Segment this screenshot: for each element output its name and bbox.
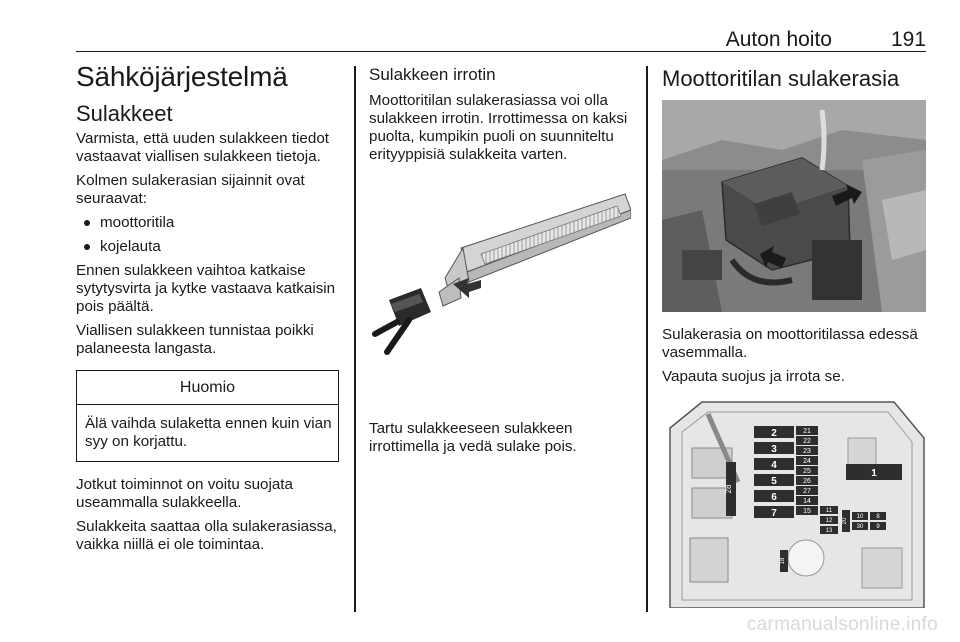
list-item: moottoritila xyxy=(76,214,344,232)
pull-fuse-text: Tartu sulakkeeseen sulakkeen irrottimella ja vedä sulake pois. xyxy=(369,420,577,455)
fuse-lower-group xyxy=(820,506,838,534)
column-engine-fuse-box xyxy=(662,60,926,608)
fuse-box-location-text: Sulakerasia on moottoritilassa edessä vasemmalla. xyxy=(662,326,918,361)
column-divider-2 xyxy=(646,66,648,612)
blown-fuse-text: Viallisen sulakkeen tunnistaa poikki palaneesta langasta. xyxy=(76,322,314,357)
fuse-box-locations-text: Kolmen sulakerasian sijainnit ovat seuraavat: xyxy=(76,172,305,207)
fuse-right-column xyxy=(796,426,818,515)
fuse-label: 30 xyxy=(856,524,864,530)
fuse-box-locations-list xyxy=(76,214,344,256)
column-electrical-system xyxy=(76,60,344,554)
fuse-label: 27 xyxy=(803,488,811,495)
list-item: kojelauta xyxy=(76,238,344,256)
fuse-box-diagram xyxy=(662,398,926,608)
multiple-fuses-text: Jotkut toiminnot on voitu suojata useammalla sulakkeella. xyxy=(76,476,293,511)
fuse-label: 22 xyxy=(803,438,811,445)
fuse-label: 9 xyxy=(876,524,880,530)
fuse-rating-text: Varmista, että uuden sulakkeen tiedot vastaavat viallisen sulakkeen tietoja. xyxy=(76,130,329,165)
fuse-label: 6 xyxy=(771,492,777,503)
note-box xyxy=(76,370,339,462)
engine-fuse-box-heading: Moottoritilan sulakerasia xyxy=(662,66,900,91)
fuse-label: 3 xyxy=(771,444,777,455)
fuse-label: 23 xyxy=(803,448,811,455)
fuses-heading: Sulakkeet xyxy=(76,101,173,126)
ignition-off-text: Ennen sulakkeen vaihtoa katkaise sytytysvirta ja kytke vastaava katkaisin pois päältä. xyxy=(76,262,336,315)
page-number: 191 xyxy=(890,28,926,51)
note-body: Älä vaihda sulaketta ennen kuin vian syy on korjattu. xyxy=(85,415,332,450)
fuse-label: 14 xyxy=(803,498,811,505)
release-cover-text: Vapauta suojus ja irrota se. xyxy=(662,368,845,385)
fuse-extractor-heading: Sulakkeen irrotin xyxy=(369,65,496,84)
fuse-label: 26 xyxy=(803,478,811,485)
chapter-title: Sähköjärjestelmä xyxy=(76,61,288,92)
fuse-label: 18 xyxy=(780,557,786,565)
fuse-label: 4 xyxy=(771,460,777,471)
fuse-label: 10 xyxy=(856,514,864,520)
fuse-extractor-illustration xyxy=(369,188,631,388)
fuse-label: 1 xyxy=(871,468,877,479)
fuse-label: 7 xyxy=(771,508,777,519)
note-heading: Huomio xyxy=(77,371,338,405)
fuse-label: 15 xyxy=(803,508,811,515)
column-divider-1 xyxy=(354,66,356,612)
fuse-label: 11 xyxy=(825,508,833,514)
fuse-label: 21 xyxy=(803,428,811,435)
fuse-label: 5 xyxy=(771,476,777,487)
fuse-extractor-text: Moottoritilan sulakerasiassa voi olla sulakkeen irrotin. Irrottimessa on kaksi puolta, kumpikin puoli on suunniteltu erityyppisiä sulakkeita varten. xyxy=(369,92,628,163)
fuse-label: 12 xyxy=(825,518,833,524)
bullet-icon xyxy=(84,244,90,250)
section-title: Auton hoito xyxy=(725,28,832,51)
column-fuse-extractor xyxy=(369,60,631,456)
fuse-label: 2 xyxy=(771,428,777,439)
engine-compartment-photo xyxy=(662,100,926,312)
bullet-icon xyxy=(84,220,90,226)
fuse-label: 13 xyxy=(825,528,833,534)
fuse-label: 24 xyxy=(803,458,811,465)
fuse-label: 28 xyxy=(724,484,733,494)
page-header xyxy=(76,26,926,52)
fuse-label: 8 xyxy=(876,514,880,520)
unused-fuses-text: Sulakkeita saattaa olla sulakerasiassa, vaikka niillä ei ole toimintaa. xyxy=(76,518,337,553)
fuse-label: 25 xyxy=(803,468,811,475)
fuse-label: 20 xyxy=(842,517,848,525)
watermark: carmanualsonline.info xyxy=(746,614,938,635)
